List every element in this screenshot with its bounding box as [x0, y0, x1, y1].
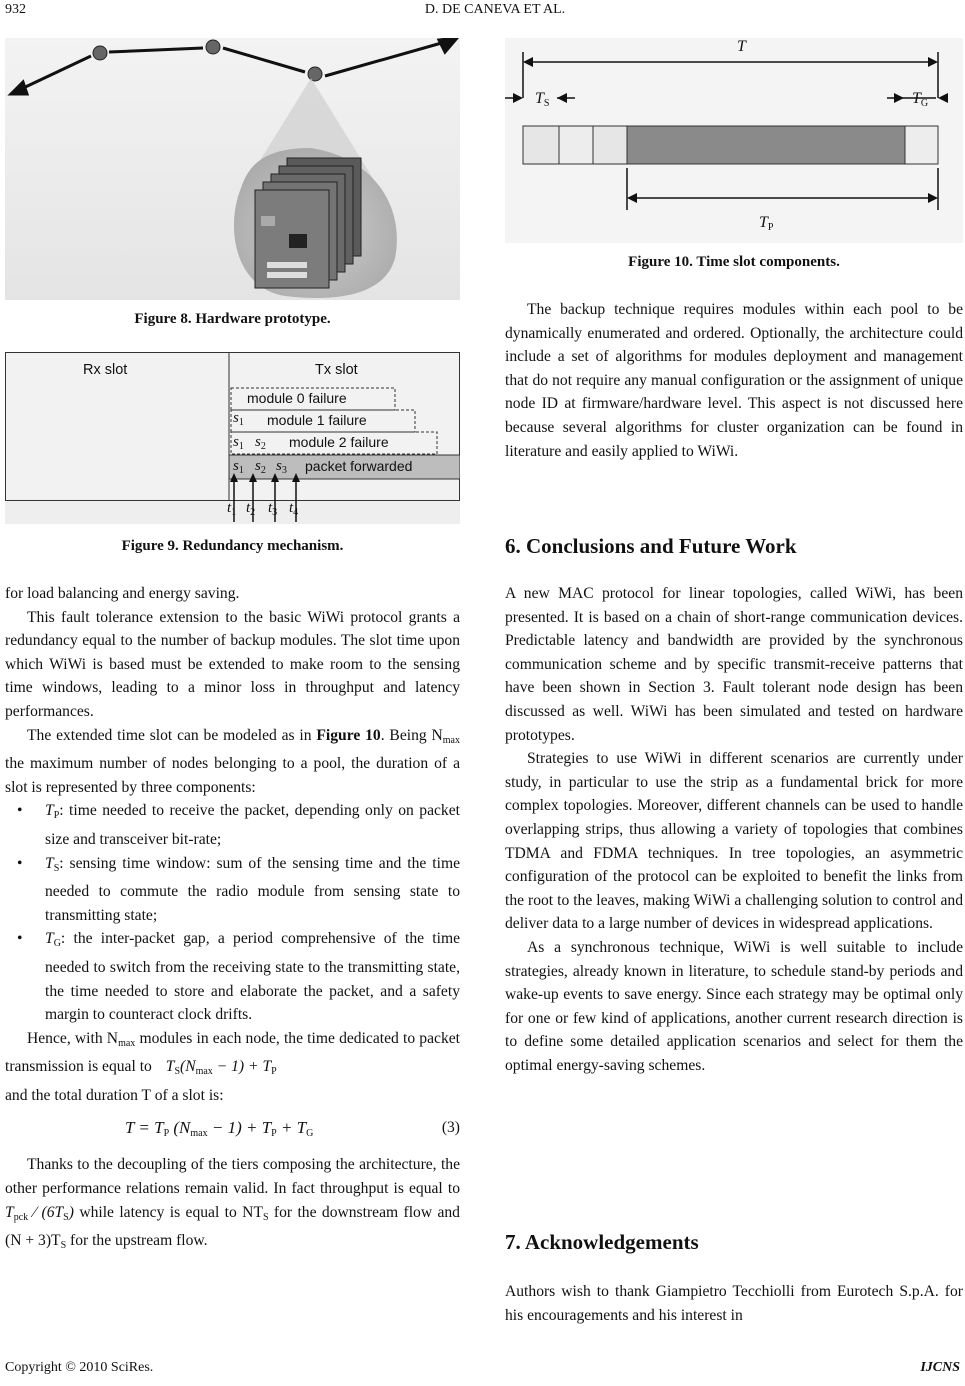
inline-equation-1: $T_S(N_{max} - 1) + T_P$: [165, 1058, 277, 1078]
component-ts: • $T_S$: sensing time window: sum of the sensing time and the time needed to commute the radio module from sensing state to transmitting state;: [5, 852, 460, 928]
t2-label: $t_2$: [246, 500, 256, 518]
equation-number: (3): [441, 1119, 460, 1137]
s3-row3: $s_3$: [276, 458, 287, 476]
tx-slot-label: Tx slot: [315, 362, 358, 378]
left-column: [5, 582, 460, 1258]
right-paragraph-3: Strategies to use WiWi in different scenarios are currently under study, in particular to use the strip as a fundamental brick for more complex topologies. Moreover, different channels can be used to handle overlapping strips, thus allowing a variety of topologies that combines TDMA and FDMA techniques. In tree topologies, an asymmetric configuration of the protocol can be exploited to benefit the links from the root to the leaves, making WiWi a challenging solution to control and deliver data to a large number of devices in widespread applications.: [505, 750, 963, 933]
inline-equation-2: $T_{pck}$ ⁄ $(6T_S)$: [5, 1203, 74, 1223]
right-paragraph-5: Authors wish to thank Giampietro Tecchiolli from Eurotech S.p.A. for his encouragements and his interest in: [505, 1283, 963, 1324]
component-list: [5, 799, 460, 1026]
component-tg: • $T_G$: the inter-packet gap, a period comprehensive of the time needed to switch from the receiving state to the transmitting state, the time needed to store and elaborate the packet, and a safety margin to counteract clock drifts.: [5, 927, 460, 1026]
equation-3: $T = T_P$ $(N_{max} - 1) + T_P + T_G$ (3): [125, 1118, 460, 1140]
right-column-top: [505, 298, 963, 463]
left-paragraph-3: The extended time slot can be modeled as in Figure 10. Being $N_{max}$ the maximum number of nodes belonging to a pool, the duration of a slot is represented by three components:: [5, 726, 460, 796]
Tg-label: $T_G$: [912, 90, 929, 109]
t1-label: $t_1$: [227, 500, 237, 518]
figure-8-caption: Figure 8. Hardware prototype.: [134, 311, 331, 327]
left-paragraph-2: This fault tolerance extension to the basic WiWi protocol grants a redundancy equal to the number of backup modules. The slot time upon which WiWi is based must be extended to make room to the sensing time windows, leading to a minor loss in throughput and latency performances.: [5, 608, 460, 720]
module-1-failure-label: module 1 failure: [267, 412, 367, 428]
s1-row1: $s_1$: [233, 410, 244, 428]
figure-9-caption: Figure 9. Redundancy mechanism.: [121, 538, 344, 554]
copyright: Copyright © 2010 SciRes.: [5, 1360, 154, 1375]
Ts-label: $T_S$: [535, 90, 550, 109]
right-paragraph-1: The backup technique requires modules within each pool to be dynamically enumerated and ordered. Optionally, the architecture could include a set of algorithms for modules deployment and management that do not require any manual configuration or the assignment of unique node ID at firmware/hardware level. This aspect is not discussed here because several algorithms for cluster organization can be found in literature and easily applied to WiWi.: [505, 301, 963, 460]
t4-label: $t_4$: [289, 500, 299, 518]
module-2-failure-label: module 2 failure: [289, 434, 389, 450]
rx-slot-label: Rx slot: [83, 362, 128, 378]
section-6-heading: 6. Conclusions and Future Work: [505, 534, 797, 558]
page-number: 932: [5, 2, 26, 17]
left-paragraph-5: Thanks to the decoupling of the tiers composing the architecture, the other performance relations remain valid. In fact throughput is equal to $T_{pck}$ ⁄ $(6T_S)$ while latency is equal to $NT_S$ for the downstream flow and $(N + 3)T_S$ for the upstream flow.: [5, 1156, 460, 1252]
section-7-heading: 7. Acknowledgements: [505, 1230, 699, 1254]
running-head: D. DE CANEVA ET AL.: [424, 2, 566, 17]
right-column-bottom: [505, 1280, 963, 1327]
t3-label: $t_3$: [268, 500, 278, 518]
T-label: T: [737, 38, 746, 55]
figure-8-image: [5, 38, 460, 300]
figure-9-diagram: [5, 352, 460, 524]
figure-10-caption: Figure 10. Time slot components.: [628, 254, 840, 270]
right-column-mid: [505, 582, 963, 1077]
module-0-failure-label: module 0 failure: [247, 390, 347, 406]
journal-name: IJCNS: [920, 1360, 960, 1375]
right-paragraph-4: As a synchronous technique, WiWi is well suitable to include strategies, already known in literature, to schedule stand-by periods and wake-up events to save energy. Since each strategy may be optimal only for one or few kind of applications, another current research direction is to define some detailed application scenarios and select for them the optimal energy-saving schemes.: [505, 938, 963, 1074]
left-paragraph-1: for load balancing and energy saving.: [5, 585, 240, 602]
s1-row3: $s_1$: [233, 458, 244, 476]
packet-forwarded-label: packet forwarded: [305, 458, 413, 474]
figure-10-diagram: [505, 38, 963, 243]
s1-row2: $s_1$: [233, 434, 244, 452]
right-paragraph-2: A new MAC protocol for linear topologies, called WiWi, has been presented. It is based on a chain of short-range communication devices. Predictable latency and bandwidth are provided by the synchronous communication scheme and by specific transmit-receive patterns that have been shown in Section 3. Fault tolerant node design has been discussed as well. WiWi has been simulated and tested on hardware prototypes.: [505, 585, 963, 744]
left-paragraph-4: Hence, with $N_{max}$ modules in each node, the time dedicated to packet transmission is equal to $T_S(N_{max} - 1) + T_P$: [5, 1029, 460, 1078]
s2-row2: $s_2$: [255, 434, 266, 452]
s2-row3: $s_2$: [255, 458, 266, 476]
Tp-label: $T_P$: [759, 214, 774, 233]
left-paragraph-4b: and the total duration T of a slot is:: [5, 1086, 224, 1104]
component-tp: • $T_P$: time needed to receive the packet, depending only on packet size and transceiver bit-rate;: [5, 799, 460, 851]
